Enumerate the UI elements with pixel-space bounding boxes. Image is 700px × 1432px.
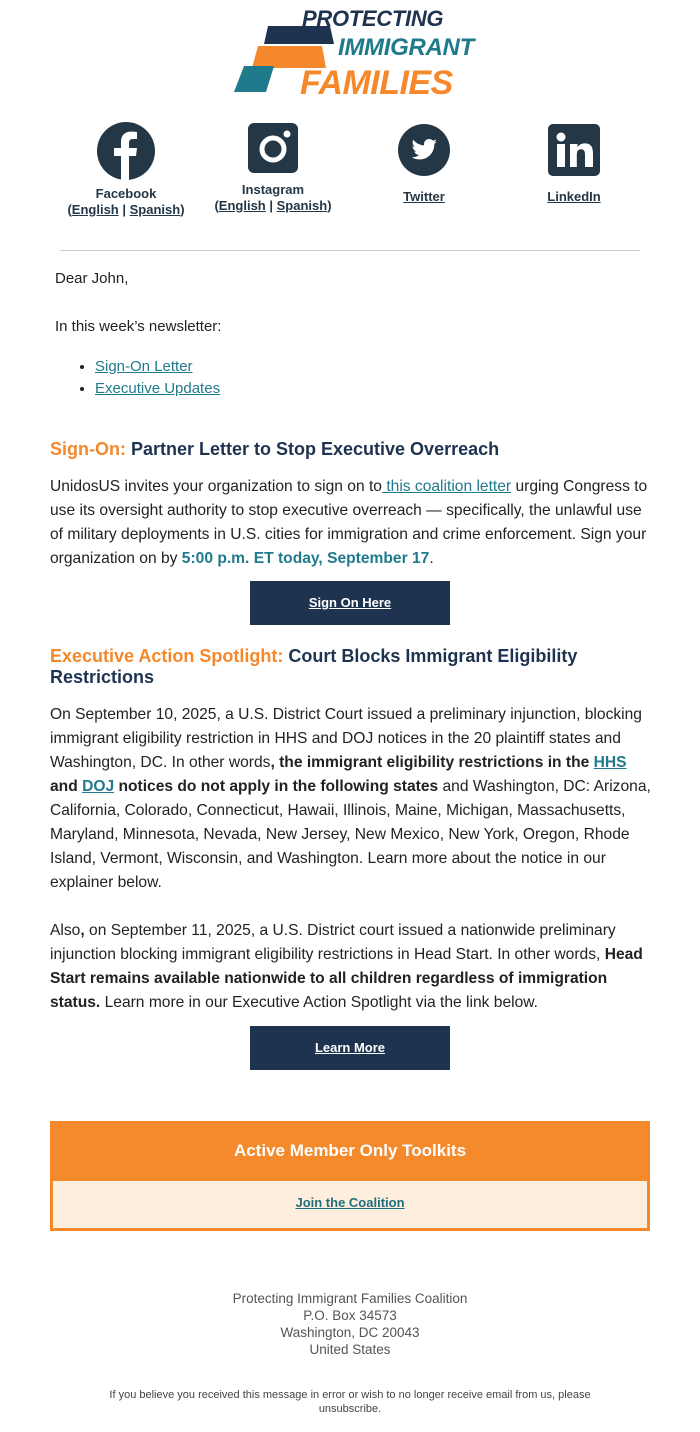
logo-line-families: FAMILIES [300, 64, 453, 102]
twitter-icon[interactable] [398, 124, 450, 176]
linkedin-icon[interactable] [548, 124, 600, 176]
greeting: Dear John, [55, 270, 129, 287]
signon-heading [50, 439, 499, 460]
logo-line-immigrant: IMMIGRANT [338, 34, 474, 61]
footer-country: United States [309, 1342, 391, 1357]
facebook-icon[interactable] [97, 122, 155, 180]
spotlight-heading-title: Court Blocks Immigrant Eligibility Restrictions [50, 646, 578, 687]
list-item [95, 378, 220, 400]
footer-city: Washington, DC 20043 [280, 1325, 420, 1340]
instagram-language-links: (English | Spanish) [214, 198, 332, 213]
social-instagram [198, 123, 348, 214]
social-linkedin [499, 124, 649, 205]
facebook-label: Facebook [95, 186, 157, 201]
table-of-contents [95, 356, 220, 400]
header-divider [60, 250, 640, 251]
instagram-icon[interactable] [248, 123, 298, 173]
list-item [95, 356, 220, 378]
newsletter-intro: In this week’s newsletter: [55, 318, 222, 335]
toolkit-box [50, 1121, 650, 1231]
spotlight-heading [50, 646, 610, 688]
social-facebook [51, 122, 201, 218]
signon-paragraph: UnidosUS invites your organization to sign on to this coalition letter urging Congress to use its oversight authority to stop executive overreach — specifically, the unlawful use of military deployments in U.S. cities for immigration and crime enforcement. Sign your organization on by 5:00 p.m. ET today, September 17. [50, 478, 648, 567]
hhs-link[interactable]: HHS [593, 754, 627, 771]
toc-link-executive-updates[interactable]: Executive Updates [95, 380, 221, 397]
learn-more-button[interactable]: Learn More [250, 1026, 450, 1070]
instagram-english-link[interactable]: English [218, 198, 266, 213]
footer-org: Protecting Immigrant Families Coalition [232, 1291, 468, 1306]
toolkit-heading: Active Member Only Toolkits [53, 1124, 647, 1181]
toc-link-sign-on-letter[interactable]: Sign-On Letter [95, 358, 193, 375]
linkedin-link[interactable]: LinkedIn [547, 189, 601, 204]
instagram-label: Instagram [241, 182, 305, 197]
pif-logo [230, 6, 474, 106]
twitter-link[interactable]: Twitter [403, 189, 445, 204]
footer-po-box: P.O. Box 34573 [303, 1308, 397, 1323]
unsubscribe-notice[interactable]: If you believe you received this message in error or wish to no longer receive email from us, please unsubscribe. [109, 1389, 591, 1415]
spotlight-paragraph-1: On September 10, 2025, a U.S. District Court issued a preliminary injunction, blocking immigrant eligibility restriction in HHS and DOJ notices in the 20 plaintiff states and Washington, DC. In other words, the immigrant eligibility restrictions in the HHS and DOJ notices do not apply in the following states and Washington, DC: Arizona, California, Colorado, Connecticut, Hawaii, Illinois, Maine, Michigan, Massachusetts, Maryland, Minnesota, Nevada, New Jersey, New Mexico, New York, Oregon, Rhode Island, Vermont, Wisconsin, and Washington. Learn more about the notice in our explainer below. [50, 706, 651, 891]
logo-line-protecting: PROTECTING [302, 6, 444, 31]
doj-link[interactable]: DOJ [82, 778, 115, 795]
spotlight-paragraph-2: Also, on September 11, 2025, a U.S. District court issued a nationwide preliminary injunction blocking immigrant eligibility restrictions in Head Start. In other words, Head Start remains available nationwide to all children regardless of immigration status. Learn more in our Executive Action Spotlight via the link below. [50, 922, 643, 1011]
signon-heading-title: Partner Letter to Stop Executive Overreach [125, 439, 500, 459]
social-twitter [349, 124, 499, 205]
spotlight-heading-lead: Executive Action Spotlight: [50, 646, 284, 666]
facebook-english-link[interactable]: English [71, 202, 119, 217]
sign-on-here-button[interactable]: Sign On Here [250, 581, 450, 625]
logo-teal-bar [234, 66, 274, 92]
signon-deadline: 5:00 p.m. ET today, September 17 [181, 550, 430, 567]
signon-heading-lead: Sign-On: [50, 439, 126, 459]
join-coalition-link[interactable]: Join the Coalition [295, 1195, 405, 1210]
facebook-spanish-link[interactable]: Spanish [129, 202, 181, 217]
coalition-letter-link[interactable]: this coalition letter [381, 478, 512, 495]
facebook-language-links: (English | Spanish) [67, 202, 185, 217]
footer-address [0, 1290, 700, 1358]
instagram-spanish-link[interactable]: Spanish [276, 198, 328, 213]
